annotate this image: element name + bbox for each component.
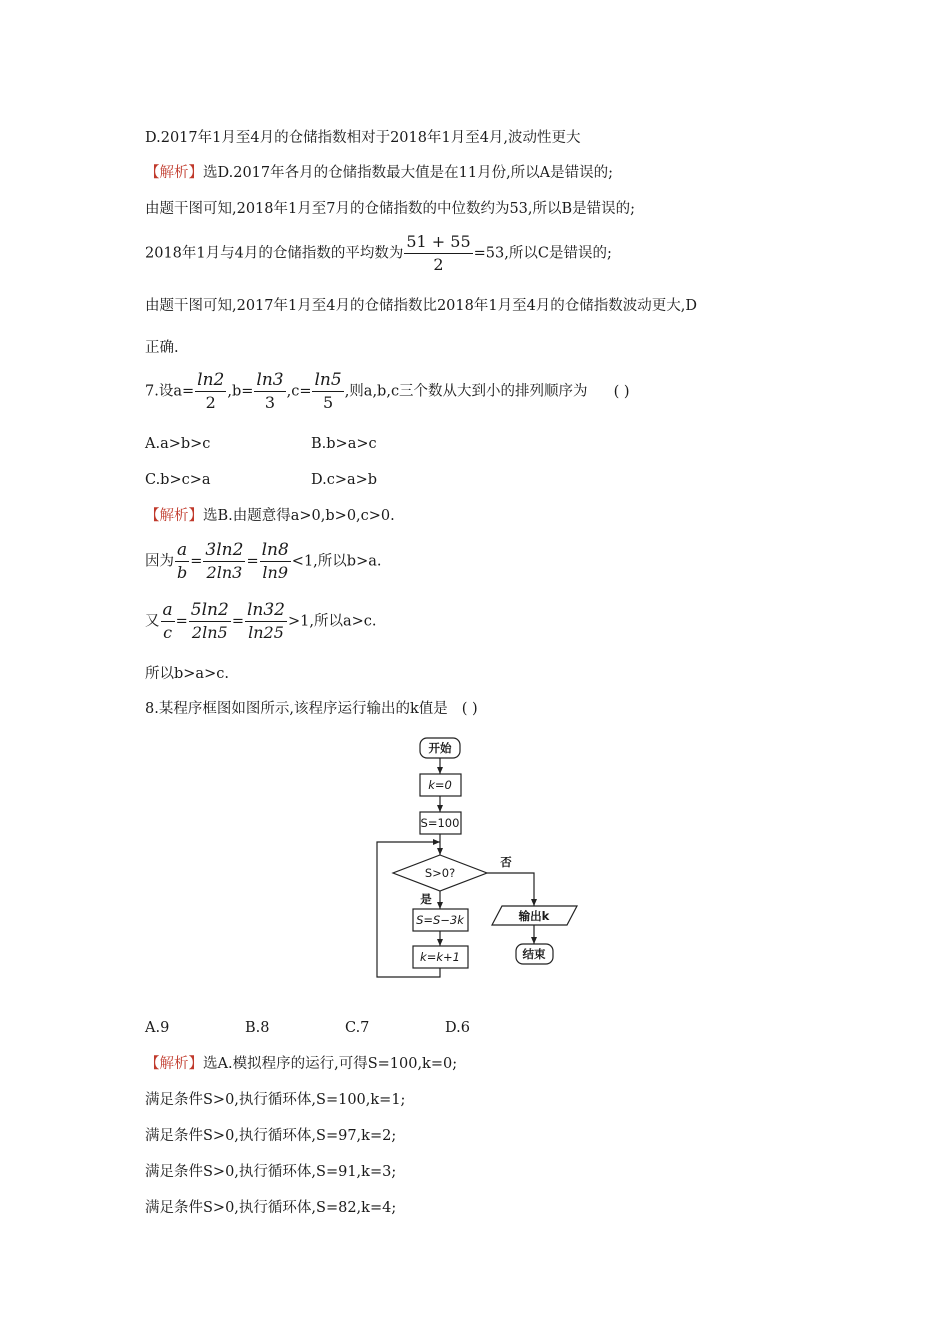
equals: =	[231, 613, 244, 630]
start-label: 开始	[428, 741, 452, 755]
init-k-label: k=0	[428, 778, 452, 792]
numerator: 51 + 55	[406, 232, 471, 251]
analysis-tag: 【解析】	[145, 1056, 203, 1072]
numerator: 5ln2	[190, 600, 229, 620]
q7-option-b: B.b>a>c	[311, 436, 377, 452]
text: 因为	[145, 553, 174, 570]
denominator: 2	[433, 255, 444, 274]
q8-analysis-line1	[145, 1054, 457, 1074]
output-label: 输出k	[518, 909, 550, 923]
yes-label: 是	[420, 892, 432, 906]
denominator: 5	[322, 393, 334, 412]
denominator: 2	[205, 393, 216, 412]
q6-analysis-line2: 由题干图可知,2018年1月至7月的仓储指数的中位数约为53,所以B是错误的;	[145, 201, 636, 217]
numerator: ln2	[197, 370, 225, 390]
denominator: b	[177, 563, 188, 582]
text: 又	[145, 613, 160, 630]
denominator: c	[163, 623, 173, 642]
q7-option-a: A.a>b>c	[145, 436, 211, 452]
q8-step: 满足条件S>0,执行循环体,S=97,k=2;	[145, 1128, 397, 1144]
text: <1,所以b>a.	[291, 553, 382, 570]
numerator: 3ln2	[205, 540, 244, 560]
analysis-tag: 【解析】	[145, 165, 203, 181]
q8-option-a: A.9	[145, 1020, 170, 1036]
numerator: a	[177, 540, 188, 560]
text: ,则a,b,c三个数从大到小的排列顺序为	[344, 383, 588, 400]
q8-option-d: D.6	[445, 1020, 470, 1036]
text: 7.设a=	[145, 383, 195, 400]
answer-bracket: ( )	[461, 701, 478, 717]
no-branch-line	[487, 873, 534, 906]
text: =53,所以C是错误的;	[473, 245, 612, 262]
q6-analysis-line5: 正确.	[145, 340, 179, 356]
q7-option-d: D.c>a>b	[311, 472, 378, 488]
analysis-tag: 【解析】	[145, 508, 203, 524]
denominator: ln9	[262, 563, 288, 582]
q8-step: 满足条件S>0,执行循环体,S=91,k=3;	[145, 1164, 397, 1180]
text: ,b=	[227, 383, 254, 400]
text: >1,所以a>c.	[288, 613, 377, 630]
q8-step: 满足条件S>0,执行循环体,S=82,k=4;	[145, 1200, 397, 1216]
text: ,c=	[286, 383, 312, 400]
numerator: ln32	[246, 600, 286, 620]
numerator: ln3	[256, 370, 284, 390]
numerator: ln8	[261, 540, 289, 560]
denominator: 2ln3	[206, 563, 243, 582]
text: 2018年1月与4月的仓储指数的平均数为	[145, 245, 404, 262]
no-label: 否	[500, 855, 512, 869]
analysis-text: 选B.由题意得a>0,b>0,c>0.	[203, 508, 395, 524]
q7-analysis-line4: 所以b>a>c.	[145, 666, 229, 682]
q6-analysis-line4: 由题干图可知,2017年1月至4月的仓储指数比2018年1月至4月的仓储指数波动更大,D	[145, 298, 698, 314]
update-k-label: k=k+1	[420, 950, 460, 964]
denominator: ln25	[248, 623, 284, 642]
denominator: 2ln5	[191, 623, 228, 642]
denominator: 3	[264, 393, 276, 412]
end-label: 结束	[522, 947, 546, 961]
equals: =	[190, 553, 203, 570]
condition-label: S>0?	[424, 866, 456, 880]
q8-step: 满足条件S>0,执行循环体,S=100,k=1;	[145, 1092, 406, 1108]
numerator: a	[162, 600, 173, 620]
q7-option-c: C.b>c>a	[145, 472, 211, 488]
q8-option-c: C.7	[345, 1020, 370, 1036]
numerator: ln5	[314, 370, 342, 390]
text: 8.某程序框图如图所示,该程序运行输出的k值是	[145, 701, 448, 717]
update-s-label: S=S−3k	[416, 913, 464, 927]
q6-option-d: D.2017年1月至4月的仓储指数相对于2018年1月至4月,波动性更大	[145, 130, 581, 146]
init-s-label: S=100	[420, 816, 460, 830]
equals: =	[246, 553, 259, 570]
analysis-text: 选A.模拟程序的运行,可得S=100,k=0;	[203, 1056, 458, 1072]
equals: =	[175, 613, 188, 630]
analysis-text: 选D.2017年各月的仓储指数最大值是在11月份,所以A是错误的;	[203, 165, 614, 181]
q8-option-b: B.8	[245, 1020, 270, 1036]
answer-bracket: ( )	[613, 383, 630, 400]
